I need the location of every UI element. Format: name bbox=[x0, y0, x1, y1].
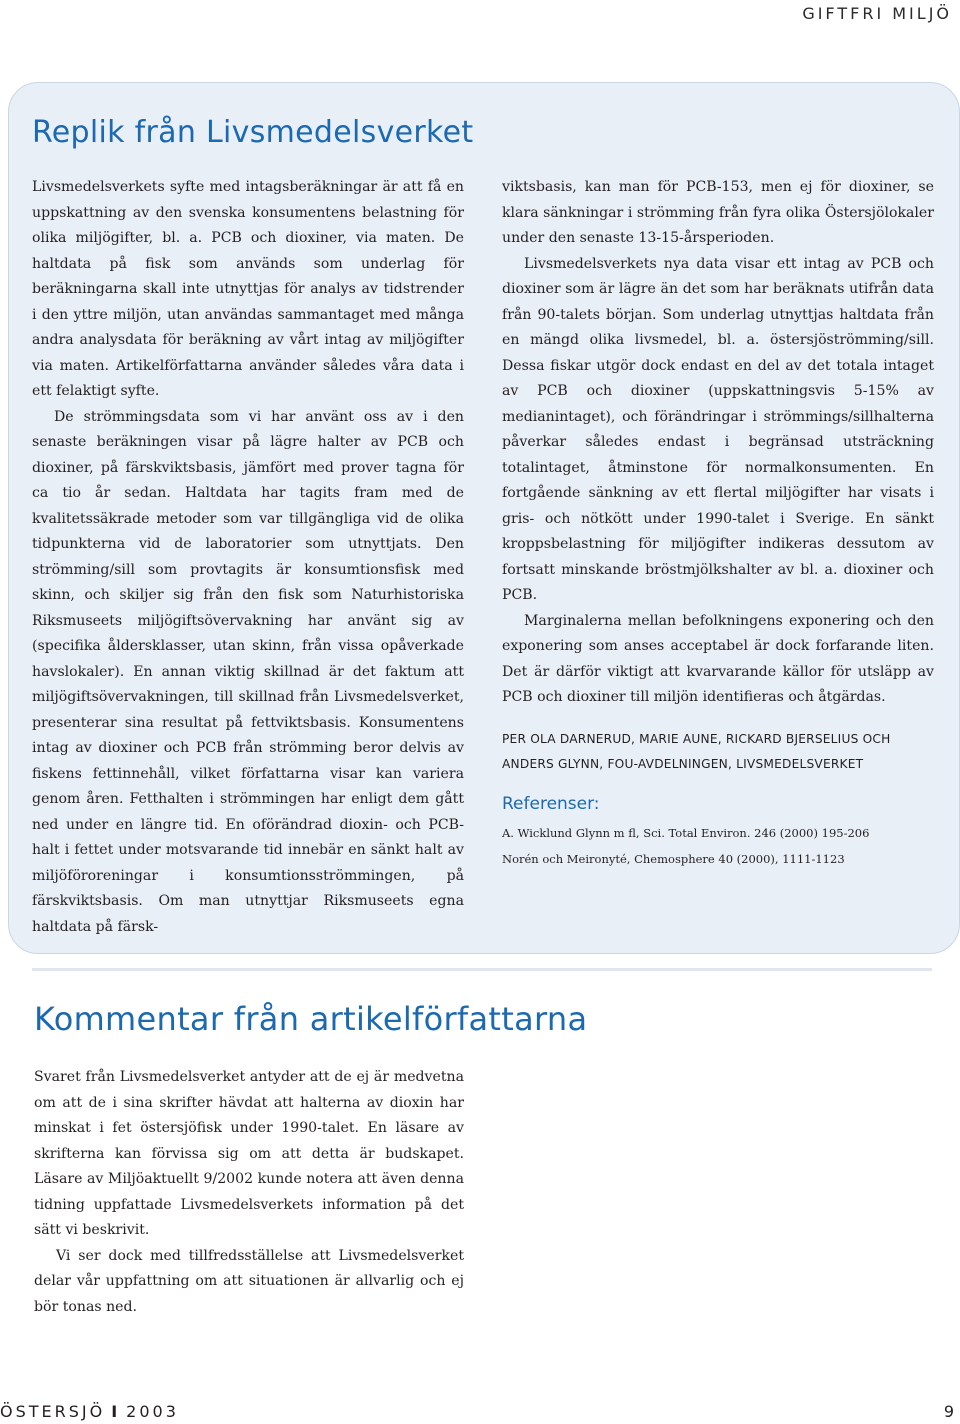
reply-title: Replik från Livsmedelsverket bbox=[32, 115, 474, 150]
reply-left-column bbox=[32, 175, 464, 940]
reply-paragraph: Livsmedelsverkets syfte med intagsberäkningar är att få en uppskattning av den svenska konsumentens belastning för olika miljögifter, bl. a. PCB och dioxiner, via maten. De haltdata på fisk som används som underlag för beräkningarna skall inte utnyttjas för analys av tidstrender i den yttre miljön, utan användas sammantaget med många andra analysdata för beräkning av vårt intag av miljögifter via maten. Artikelförfattarna använder således våra data i ett felaktigt syfte. bbox=[32, 179, 464, 399]
reference-item: Norén och Meironyté, Chemosphere 40 (2000), 1111-1123 bbox=[502, 851, 845, 866]
reply-right-column bbox=[502, 175, 934, 872]
footer-separator: I bbox=[111, 1402, 121, 1421]
comment-column bbox=[34, 1065, 464, 1320]
comment-paragraph: Svaret från Livsmedelsverket antyder att de ej är medvetna om att de i sina skrifter hävdat att halterna av dioxin har minskat i fet östersjöfisk under 1990-talet. En läsare av skrifterna kan förvissa sig om att detta är budskapet. Läsare av Miljöaktuellt 9/2002 kunde notera att även denna tidning uppfattade Livsmedelsverkets information på det sätt vi beskrivit. bbox=[34, 1069, 464, 1238]
publication-name: ÖSTERSJÖ bbox=[0, 1402, 106, 1421]
page-number: 9 bbox=[943, 1402, 954, 1421]
reply-paragraph: Livsmedelsverkets nya data visar ett intag av PCB och dioxiner som är lägre än det som har beräknats utifrån data från 90-talets början. Som underlag utnyttjas haltdata från en mängd olika livsmedel, bl. a. östersjöströmming/sill. Dessa fiskar utgör dock endast en del av det totala intaget av PCB och dioxiner (uppskattningsvis 5-15% av medianintaget), och förändringar i strömmings/sillhalterna påverkar således endast i begränsad utsträckning totalintaget, åtminstone för normalkonsumenten. En fortgående sänkning av ett flertal miljögifter har visats i gris- och nötkött under 1990-talet i Sverige. En sänkt kroppsbelastning för miljögifter indikeras dessutom av fortsatt minskande bröstmjölkshalter av bl. a. dioxiner och PCB. bbox=[502, 255, 934, 603]
section-divider bbox=[32, 968, 932, 971]
authors-line: PER OLA DARNERUD, MARIE AUNE, RICKARD BJERSELIUS OCH bbox=[502, 731, 891, 746]
footer-publication bbox=[0, 1402, 179, 1421]
reply-paragraph: De strömmingsdata som vi har använt oss av i den senaste beräkningen visar på lägre halter av PCB och dioxiner, på färskviktsbasis, jämfört med prover tagna för ca tio år sedan. Haltdata har tagits fram med de kvalitetssäkrade metoder som var tillgängliga vid de olika tidpunkterna vid de laboratorier som utnyttjats. Den strömming/sill som provtagits är konsumtionsfisk med skinn, och skiljer sig från den fisk som Naturhistoriska Riksmuseets miljögiftsövervakning har använt sig av (specifika åldersklasser, utan skinn, från vissa opåverkade havslokaler). En annan viktig skillnad är det faktum att miljögiftsövervakningen, till skillnad från Livsmedelsverket, presenterar sina resultat på fettviktsbasis. Konsumentens intag av dioxiner och PCB från strömming beror delvis av fiskens fettinnehåll, vilket författarna visar kan variera genom åren. Fetthalten i strömmingen har enligt dem gått ned under en längre tid. En oförändrad dioxin- och PCB-halt i fettet under motsvarande tid innebär en sänkt halt av miljöföroreningar i konsumtionsströmmingen, på färskviktsbasis. Om man utnyttjar Riksmuseets egna haltdata på färsk- bbox=[32, 408, 464, 935]
reference-item: A. Wicklund Glynn m fl, Sci. Total Environ. 246 (2000) 195-206 bbox=[502, 826, 870, 840]
publication-year: 2003 bbox=[126, 1402, 179, 1421]
comment-paragraph: Vi ser dock med tillfredsställelse att Livsmedelsverket delar vår uppfattning om att situationen är allvarlig och ej bör tonas ned. bbox=[34, 1247, 464, 1315]
reply-paragraph: viktsbasis, kan man för PCB-153, men ej för dioxiner, se klara sänkningar i strömming från fyra olika Östersjölokaler under den senaste 13-15-årsperioden. bbox=[502, 179, 934, 246]
authors-line: ANDERS GLYNN, FOU-AVDELNINGEN, LIVSMEDELSVERKET bbox=[502, 757, 864, 771]
comment-title: Kommentar från artikelförfattarna bbox=[34, 1000, 588, 1038]
references-heading: Referenser: bbox=[502, 793, 600, 814]
section-tag: GIFTFRI MILJÖ bbox=[802, 4, 952, 23]
reply-paragraph: Marginalerna mellan befolkningens exponering och den exponering som anses acceptabel är dock forfarande liten. Det är därför viktigt att kvarvarande källor för utsläpp av PCB och dioxiner till miljön identifieras och åtgärdas. bbox=[502, 612, 934, 705]
authors bbox=[502, 727, 934, 778]
